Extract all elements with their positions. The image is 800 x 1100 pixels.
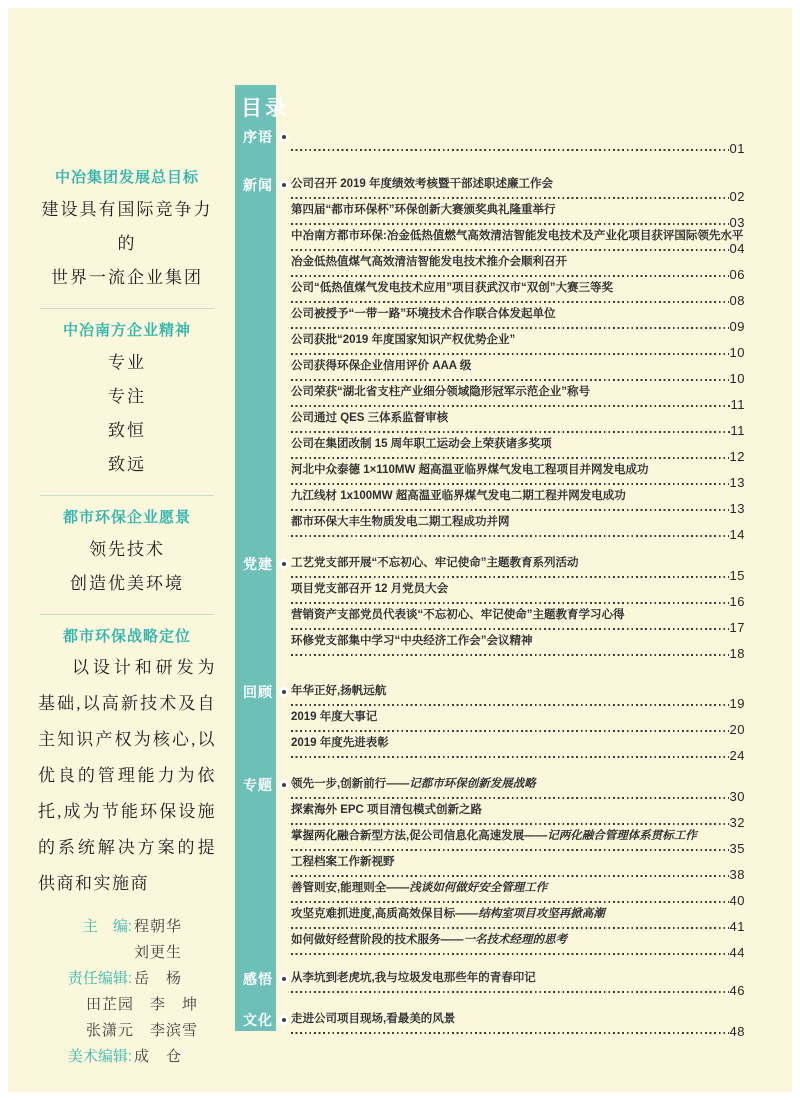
toc-entry-title-main: 公司通过 QES 三体系监督审核: [291, 412, 449, 424]
toc-entry-title: [291, 463, 745, 477]
dotted-leader: [291, 327, 729, 329]
toc-entry-leader-row: [291, 321, 745, 333]
editor-row: [38, 992, 216, 1018]
dotted-leader: [291, 849, 729, 851]
page-number: 35: [729, 841, 745, 856]
toc-entry-list: [291, 1012, 745, 1038]
toc-entry-title: [291, 881, 745, 895]
toc-entry-leader-row: [291, 869, 745, 881]
editor-row: [38, 1044, 216, 1070]
page-number: 04: [729, 241, 745, 256]
toc-entry-title: [291, 281, 745, 295]
toc-entry: [291, 489, 745, 515]
dotted-leader: [291, 301, 729, 303]
toc-entry-title: [291, 582, 745, 596]
section-bullet-icon: [279, 687, 289, 697]
toc-entry-list: [291, 129, 745, 155]
toc-entry-list: [291, 177, 745, 541]
page-number: 44: [729, 945, 745, 960]
dotted-leader: [291, 223, 729, 225]
toc-entry-leader-row: [291, 724, 745, 736]
magazine-toc-page: [8, 8, 792, 1092]
toc-entry-title-main: 公司在集团改制 15 周年职工运动会上荣获诸多奖项: [291, 438, 552, 450]
toc-entry-title: [291, 229, 745, 243]
toc-section-label: 党建: [243, 556, 273, 572]
page-number: 11: [730, 397, 745, 412]
dotted-leader: [291, 628, 729, 630]
toc-section-head: [235, 129, 291, 155]
toc-entry: [291, 855, 745, 881]
toc-entry-leader-row: [291, 947, 745, 959]
toc-entry-title-main: 中冶南方都市环保:冶金低热值燃气高效清洁智能发电技术及产业化项目获评国际领先水平: [291, 230, 744, 242]
editor-role-label: 主 编:: [82, 918, 132, 935]
page-number: 10: [729, 345, 745, 360]
page-number: 30: [729, 789, 745, 804]
page-number: 08: [729, 293, 745, 308]
toc-entry-title: [291, 359, 745, 373]
dotted-leader: [291, 654, 729, 656]
toc-entry: [291, 255, 745, 281]
dotted-leader: [291, 483, 729, 485]
toc-entry-list: [291, 556, 745, 660]
toc-entry: [291, 177, 745, 203]
toc-entry-title: [291, 385, 745, 399]
dotted-leader: [291, 602, 729, 604]
toc-section-head: [235, 177, 291, 541]
dotted-leader: [291, 756, 729, 758]
editor-role-label: 责任编辑:: [67, 970, 132, 987]
toc-entry: [291, 385, 745, 411]
toc-entry-title-main: 营销资产支部党员代表谈“不忘初心、牢记使命”主题教育学习心得: [291, 609, 625, 621]
page-number: 16: [729, 594, 745, 609]
page-number: 03: [729, 215, 745, 230]
sidebar-text-line: 领先技术: [89, 540, 165, 559]
toc-entry-leader-row: [291, 698, 745, 710]
dotted-leader: [291, 535, 729, 537]
toc-entry: [291, 411, 745, 437]
toc-entry-leader-row: [291, 529, 745, 541]
editor-row: [38, 940, 216, 966]
toc-entry: [291, 203, 745, 229]
dotted-leader: [291, 797, 729, 799]
dotted-leader: [291, 576, 729, 578]
toc-entry-list: [291, 684, 745, 762]
toc-entry-subtitle: 浅谈如何做好安全管理工作: [409, 882, 548, 894]
sidebar-heading: 中冶南方企业精神: [62, 322, 191, 339]
toc-entry-title-main: 冶金低热值煤气高效清洁智能发电技术推介会顺利召开: [291, 256, 567, 268]
toc-entry-title: [291, 777, 745, 791]
toc-entry-leader-row: [291, 570, 745, 582]
dotted-leader: [291, 823, 729, 825]
page-number: 11: [730, 423, 745, 438]
toc-entry: [291, 463, 745, 489]
dotted-leader: [291, 249, 729, 251]
toc-entry-subtitle: 一名技术经理的思考: [463, 934, 567, 946]
sidebar-heading: 都市环保战略定位: [62, 628, 191, 645]
toc-entry-leader-row: [291, 791, 745, 803]
page-number: 24: [729, 748, 745, 763]
toc-entry-title-main: 公司荣获“湖北省支柱产业细分领域隐形冠军示范企业”称号: [291, 386, 590, 398]
toc-entry: [291, 684, 745, 710]
toc-entry-title-main: 九江线材 1x100MW 超高温亚临界煤气发电二期工程并网发电成功: [291, 490, 626, 502]
toc-section-head: [235, 971, 291, 997]
toc-entry-title: [291, 684, 745, 698]
sidebar-paragraph: 以设计和研发为基础,以高新技术及自主知识产权为核心,以优良的管理能力为依托,成为节能环保设施的系统解决方案的提供商和实施商: [38, 658, 216, 893]
page-number: 15: [729, 568, 745, 583]
toc-entry-leader-row: [291, 399, 745, 411]
table-of-contents: [235, 85, 745, 1038]
sidebar-heading: 都市环保企业愿景: [62, 509, 191, 526]
toc-section-label: 新闻: [243, 177, 273, 193]
toc-section-label: 序语: [243, 129, 273, 145]
sidebar-divider: [40, 308, 214, 309]
page-number: 12: [729, 449, 745, 464]
editor-name: 岳 杨: [134, 970, 183, 987]
toc-entry-leader-row: [291, 347, 745, 359]
toc-entry-title-main: 公司获得环保企业信用评价 AAA 级: [291, 360, 472, 372]
toc-entry-leader-row: [291, 1026, 745, 1038]
toc-entry-title: [291, 907, 745, 921]
toc-entry: [291, 229, 745, 255]
toc-entry: [291, 129, 745, 155]
toc-title: 目录: [241, 97, 289, 120]
sidebar-text-line: 致远: [108, 455, 146, 474]
editor-role-label: 美术编辑:: [67, 1048, 132, 1065]
dotted-leader: [291, 1032, 729, 1034]
toc-entry-leader-row: [291, 622, 745, 634]
dotted-leader: [291, 730, 729, 732]
toc-entry-list: [291, 777, 745, 959]
toc-entry-title-main: 2019 年度先进表彰: [291, 737, 389, 749]
sidebar-text-line: 世界一流企业集团: [51, 268, 203, 287]
editor-role-label: [38, 940, 132, 966]
toc-entry-title: [291, 634, 745, 648]
toc-section: [235, 556, 745, 660]
toc-entry-title-main: 如何做好经营阶段的技术服务——: [291, 934, 464, 946]
toc-entry-title: [291, 255, 745, 269]
toc-section: [235, 971, 745, 997]
toc-entry-leader-row: [291, 596, 745, 608]
toc-entry-title: [291, 437, 745, 451]
page-number: 48: [729, 1024, 745, 1039]
editor-row: [38, 914, 216, 940]
page-number: 20: [729, 722, 745, 737]
sidebar-text-line: 致恒: [108, 421, 146, 440]
toc-entry-title: [291, 933, 745, 947]
toc-entry: [291, 582, 745, 608]
section-bullet-icon: [279, 132, 289, 142]
toc-entry: [291, 515, 745, 541]
toc-entry-leader-row: [291, 373, 745, 385]
toc-entry-title: [291, 515, 745, 529]
toc-section-label: 专题: [243, 777, 273, 793]
toc-entry-leader-row: [291, 243, 745, 255]
toc-section: [235, 684, 745, 762]
page-number: 06: [729, 267, 745, 282]
sidebar: [38, 156, 216, 1070]
toc-entry-leader-row: [291, 295, 745, 307]
toc-entry: [291, 437, 745, 463]
toc-entry: [291, 281, 745, 307]
toc-entry-leader-row: [291, 817, 745, 829]
toc-entry-title-main: 攻坚克难抓进度,高质高效保目标——: [291, 908, 479, 920]
dotted-leader: [291, 457, 729, 459]
toc-entry-title: [291, 203, 745, 217]
toc-entry-title: [291, 556, 745, 570]
toc-entry-leader-row: [291, 843, 745, 855]
toc-entry: [291, 359, 745, 385]
section-bullet-icon: [279, 559, 289, 569]
toc-entry-title-main: 公司召开 2019 年度绩效考核暨干部述职述廉工作会: [291, 178, 553, 190]
dotted-leader: [291, 875, 729, 877]
toc-section-head: [235, 684, 291, 762]
page-number: 01: [729, 141, 745, 156]
toc-section-label: 回顾: [243, 684, 273, 700]
toc-entry-title-main: 领先一步,创新前行——: [291, 778, 410, 790]
sidebar-heading: 中冶集团发展总目标: [54, 169, 199, 186]
toc-entry-title-main: 项目党支部召开 12 月党员大会: [291, 583, 449, 595]
toc-entry-title-main: 2019 年度大事记: [291, 711, 378, 723]
toc-entry: [291, 333, 745, 359]
toc-section-label: 感悟: [243, 971, 273, 987]
toc-entry: [291, 881, 745, 907]
toc-sections: [235, 129, 745, 1038]
toc-entry: [291, 829, 745, 855]
toc-section-head: [235, 777, 291, 959]
section-bullet-icon: [279, 180, 289, 190]
dotted-leader: [291, 275, 729, 277]
toc-entry-title-main: 探索海外 EPC 项目清包模式创新之路: [291, 804, 483, 816]
page-number: 02: [729, 189, 745, 204]
dotted-leader: [291, 149, 729, 151]
toc-section-head: [235, 556, 291, 660]
toc-entry-title: [291, 307, 745, 321]
toc-entry-subtitle: 记两化融合管理体系贯标工作: [547, 830, 697, 842]
sidebar-text-line: 专注: [108, 387, 146, 406]
dotted-leader: [291, 379, 729, 381]
section-bullet-icon: [279, 974, 289, 984]
toc-entry-title-main: 第四届“都市环保杯”环保创新大赛颁奖典礼隆重举行: [291, 204, 556, 216]
toc-entry-title: [291, 608, 745, 622]
toc-entry-title: [291, 736, 745, 750]
toc-entry-title-main: 从李坑到老虎坑,我与垃圾发电那些年的青春印记: [291, 972, 536, 984]
toc-entry: [291, 710, 745, 736]
page-number: 17: [729, 620, 745, 635]
toc-entry-leader-row: [291, 451, 745, 463]
editor-name: 田芷园 李 坤: [86, 996, 199, 1013]
dotted-leader: [291, 704, 729, 706]
toc-entry: [291, 907, 745, 933]
toc-section: [235, 777, 745, 959]
page-number: 10: [729, 371, 745, 386]
toc-entry-list: [291, 971, 745, 997]
toc-entry: [291, 803, 745, 829]
toc-section-head: [235, 1012, 291, 1038]
toc-entry-title: [291, 489, 745, 503]
toc-entry-title-main: 工艺党支部开展“不忘初心、牢记使命”主题教育系列活动: [291, 557, 579, 569]
toc-entry-title-main: 环修党支部集中学习“中央经济工作会”会议精神: [291, 635, 533, 647]
editor-row: [38, 1018, 216, 1044]
toc-entry-title-main: 公司获批“2019 年度国家知识产权优势企业”: [291, 334, 516, 346]
toc-entry-leader-row: [291, 477, 745, 489]
toc-entry-title-main: 公司被授予“一带一路”环境技术合作联合体发起单位: [291, 308, 556, 320]
toc-entry-title-main: 公司“低热值煤气发电技术应用”项目获武汉市“双创”大赛三等奖: [291, 282, 613, 294]
sidebar-divider: [40, 614, 214, 615]
toc-entry: [291, 634, 745, 660]
toc-section: [235, 1012, 745, 1038]
toc-entry-title: [291, 1012, 745, 1026]
toc-entry-title-main: 善管则安,能理则全——: [291, 882, 410, 894]
section-bullet-icon: [279, 1015, 289, 1025]
toc-entry-title: [291, 803, 745, 817]
toc-entry-leader-row: [291, 143, 745, 155]
toc-entry-leader-row: [291, 985, 745, 997]
toc-entry-leader-row: [291, 269, 745, 281]
sidebar-text-group: [38, 193, 216, 295]
editor-name: 刘更生: [134, 944, 183, 961]
toc-entry: [291, 736, 745, 762]
editor-row: [38, 966, 216, 992]
sidebar-text-line: 建设具有国际竞争力的: [41, 200, 213, 253]
toc-section: [235, 177, 745, 541]
toc-entry: [291, 1012, 745, 1038]
page-number: 13: [729, 475, 745, 490]
page-number: 40: [729, 893, 745, 908]
page-number: 19: [729, 696, 745, 711]
page-number: 09: [729, 319, 745, 334]
toc-entry: [291, 556, 745, 582]
toc-entry-leader-row: [291, 895, 745, 907]
dotted-leader: [291, 431, 730, 433]
dotted-leader: [291, 197, 729, 199]
page-number: 38: [729, 867, 745, 882]
page-number: 14: [729, 527, 745, 542]
toc-entry-title: [291, 411, 745, 425]
toc-entry-title-main: 掌握两化融合新型方法,促公司信息化高速发展——: [291, 830, 548, 842]
toc-entry-leader-row: [291, 648, 745, 660]
toc-entry-title-main: 河北中众泰德 1×110MW 超高温亚临界煤气发电工程项目并网发电成功: [291, 464, 649, 476]
dotted-leader: [291, 927, 729, 929]
toc-entry-title: [291, 129, 745, 143]
sidebar-divider: [40, 495, 214, 496]
toc-entry-leader-row: [291, 503, 745, 515]
toc-entry: [291, 777, 745, 803]
page-number: 32: [729, 815, 745, 830]
toc-section-label: 文化: [243, 1012, 273, 1028]
page-number: 18: [729, 646, 745, 661]
toc-entry-title: [291, 177, 745, 191]
toc-entry: [291, 608, 745, 634]
toc-entry-leader-row: [291, 750, 745, 762]
toc-entry-title: [291, 855, 745, 869]
dotted-leader: [291, 953, 729, 955]
toc-entry-title: [291, 333, 745, 347]
sidebar-text-group: [38, 533, 216, 601]
toc-entry-title: [291, 829, 745, 843]
toc-entry-subtitle: 结构室项目攻坚再掀高潮: [478, 908, 605, 920]
toc-entry-title: [291, 971, 745, 985]
toc-section: [235, 129, 745, 155]
section-bullet-icon: [279, 780, 289, 790]
dotted-leader: [291, 991, 729, 993]
sidebar-text-line: 专业: [108, 353, 146, 372]
toc-entry-title-main: 年华正好,扬帆远航: [291, 685, 387, 697]
toc-entry-subtitle: 记都市环保创新发展战略: [409, 778, 536, 790]
page-number: 41: [729, 919, 745, 934]
page-number: 13: [729, 501, 745, 516]
toc-entry-title-main: 都市环保大丰生物质发电二期工程成功并网: [291, 516, 510, 528]
toc-entry-title: [291, 710, 745, 724]
toc-entry: [291, 971, 745, 997]
dotted-leader: [291, 901, 729, 903]
editor-name: 成 仓: [134, 1048, 183, 1065]
editor-name: 程朝华: [134, 918, 183, 935]
sidebar-text-group: [38, 346, 216, 482]
toc-entry: [291, 933, 745, 959]
toc-entry-leader-row: [291, 217, 745, 229]
toc-entry-leader-row: [291, 921, 745, 933]
toc-entry-leader-row: [291, 191, 745, 203]
dotted-leader: [291, 405, 730, 407]
toc-entry-title-main: 走进公司项目现场,看最美的风景: [291, 1013, 456, 1025]
toc-entry: [291, 307, 745, 333]
toc-entry-title-main: 工程档案工作新视野: [291, 856, 395, 868]
editor-name: 张潇元 李滨雪: [86, 1022, 199, 1039]
editors-block: [38, 914, 216, 1070]
sidebar-text-line: 创造优美环境: [70, 574, 184, 593]
toc-entry-leader-row: [291, 425, 745, 437]
page-number: 46: [729, 983, 745, 998]
dotted-leader: [291, 353, 729, 355]
dotted-leader: [291, 509, 729, 511]
